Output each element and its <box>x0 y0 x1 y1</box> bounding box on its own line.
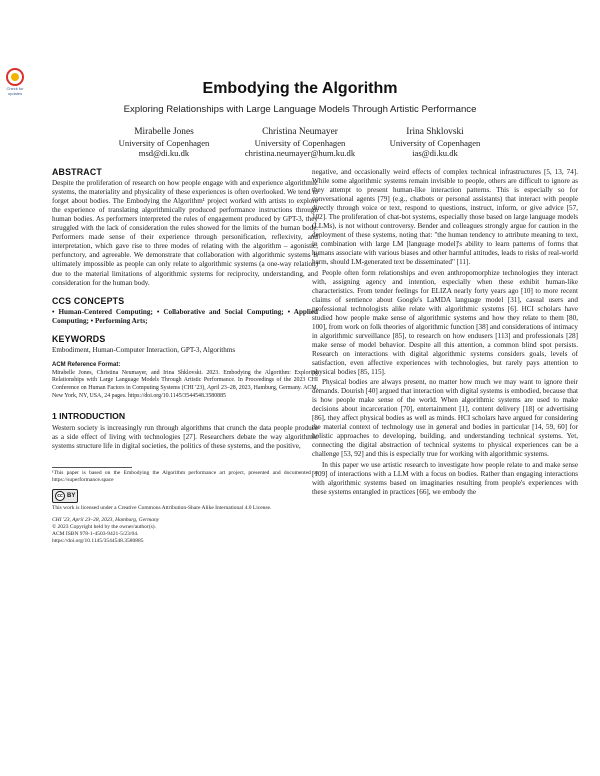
author-email[interactable]: ias@di.ku.dk <box>412 148 458 158</box>
doi-link[interactable]: https://doi.org/10.1145/3544548.3580885 <box>52 538 144 545</box>
copyright-line: © 2023 Copyright held by the owner/author(s). <box>52 524 156 531</box>
footnote-rule <box>52 467 132 468</box>
author-3 <box>335 127 535 159</box>
abstract-text: Despite the proliferation of research on how people engage with and experience algorithmic systems, the materiality and physicality of these experiences is often overlooked. We tend to forget about bodies. The Embodying the Algorithm¹ project worked with artists to explore the experience of translating algorithmically produced performance instructions through human bodies. As performers interpreted the rules of engagement produced by GPT-3, they struggled with the lack of consideration the rules showed for the limits of the human body. Performers made sense of their experience through personification, reflexivity, and interpretation, which gave rise to three modes of relating with the algorithm – agonistic, perfunctory, and agreeable. We demonstrate that collaboration with algorithmic systems is ultimately impossible as people can only relate to algorithmic systems (a one-way relation) due to the material limitations of algorithmic systems for reciprocity, understanding, and consideration for the human body. <box>52 179 318 287</box>
by-icon: BY <box>67 492 76 499</box>
cc-license-badge[interactable] <box>52 489 78 503</box>
paragraph: Physical bodies are always present, no matter how much we may want to ignore their demands. Dourish [40] argued that interaction with digital systems is embodied, because that is how people make sense of the world. When algorithmic systems are used to make decisions about incarceration [70], entertainment [1], content delivery [18] or advertising [86], they affect physical bodies as well as minds. HCI scholars have argued for considering the material context of technology use in general and bodies in particular [14, 59, 60] for holistic approaches to developing, building, and understanding technical systems. Yet, connecting the digital abstraction of technical systems to physical experiences can be a challenge [53, 92] and this is especially true for working with algorithmic systems. <box>312 378 578 459</box>
license-row <box>52 489 318 503</box>
author-affiliation: University of Copenhagen <box>389 137 481 148</box>
paragraph: People often form relationships and even anthropomorphize technologies they interact with, assigning agency and intention, especially when these exhibit human-like characteristics. From tender feelings for ELIZA nearly forty years ago [10] to more recent claims of sentience about Google's LaMDA language model [31], casual users and professional technologists alike relate with algorithmic systems [6]. HCI scholars have studied how people make sense of algorithmic systems and how they relate to them [80, 100], from work on folk theories of algorithmic function [38] and considerations of intimacy in algorithmic surveillance [85], to research on how endusers [113] and professionals [28] make sense of model behavior. Despite all this attention, a common blind spot persists. Research on interactions with digital algorithmic systems considers goals, levels of satisfaction, even affective experiences with technologies, but rarely pays attention to physical bodies [85, 115]. <box>312 268 578 377</box>
introduction-heading: 1 INTRODUCTION <box>52 411 126 422</box>
conference-info <box>52 517 318 545</box>
author-block <box>0 127 600 167</box>
cc-icon: cc <box>55 491 65 501</box>
author-email[interactable]: msd@di.ku.dk <box>138 148 190 158</box>
author-name: Mirabelle Jones <box>134 127 194 137</box>
author-affiliation: University of Copenhagen <box>118 137 210 148</box>
paper-title: Embodying the Algorithm <box>202 80 398 97</box>
right-column <box>312 168 578 497</box>
reference-heading: ACM Reference Format: <box>52 361 121 368</box>
paragraph: negative, and occasionally weird effects of complex technical infrastructures [5, 13, 74]. While some algorithmic systems remain invisible to people, others are difficult to ignore as they attempt to present human-like interaction patterns. This is especially so for conversational agents [79] (e.g., chatbots or personal assistants) that interact with people directly through voice or text, respond to questions, instruct, inform, or give advice [57, 102]. The proliferation of chat-bot systems, especially those based on large language models (LLMs), is not without controversy. Bender and colleagues strongly argue for caution in the deployment of these systems, noting that: "the human tendency to attribute meaning to text, in combination with large LM [language model]'s ability to learn patterns of forms that humans associate with various biases and other harmful attitudes, leads to risks of real-world harm, should LM-generated text be disseminated" [11]. <box>312 168 578 267</box>
paper-subtitle: Exploring Relationships with Large Language Models Through Artistic Performance <box>123 104 477 115</box>
author-name: Christina Neumayer <box>262 127 338 137</box>
introduction-text: Western society is increasingly run through algorithms that crunch the data people produce as a side effect of living with technologies [27]. Researchers debate the way algorithmic systems structure life in digital societies, the politics of these systems, and the positive, <box>52 424 318 451</box>
footnote-text: ¹This paper is based on the Embodying the Algorithm performance art project, presented and documented at https://superformance.space <box>52 470 318 484</box>
license-text: This work is licensed under a Creative Commons Attribution-Share Alike International 4.0 License. <box>52 505 272 512</box>
isbn-line: ACM ISBN 978-1-4503-9421-5/23/04. <box>52 531 139 538</box>
paragraph: In this paper we use artistic research to investigate how people relate to and make sense [109] of interactions with a LLM with a focus on bodies. Rather than engaging interactions with algorithmic systems based on imaginaries resulting from people's experiences with these systems entangled in practices [66], we embody the <box>312 460 578 496</box>
check-updates-label: Check for updates <box>6 86 24 96</box>
author-name: Irina Shklovski <box>406 127 464 137</box>
reference-text: Mirabelle Jones, Christina Neumayer, and Irina Shklovski. 2023. Embodying the Algorithm: Exploring Relationships with Large Language Models Through Artistic Performance. In Proceedings of the 2023 CHI Conference on Human Factors in Computing Systems (CHI '23), April 23–28, 2023, Hamburg, Germany. ACM, New York, NY, USA, 24 pages. https://doi.org/10.1145/3544548.3580885 <box>52 369 318 399</box>
ccs-text: • Human-Centered Computing; • Collaborative and Social Computing; • Applied Computing; • Performing Arts; <box>52 307 318 325</box>
author-affiliation: University of Copenhagen <box>254 137 346 148</box>
keywords-text: Embodiment, Human-Computer Interaction, GPT-3, Algorithms <box>52 345 236 354</box>
conference-line: CHI '23, April 23–28, 2023, Hamburg, Germany <box>52 517 160 524</box>
ccs-heading: CCS CONCEPTS <box>52 295 125 306</box>
abstract-heading: ABSTRACT <box>52 167 102 177</box>
keywords-heading: KEYWORDS <box>52 333 106 344</box>
author-email[interactable]: christina.neumayer@hum.ku.dk <box>244 148 356 158</box>
left-column <box>52 168 318 545</box>
